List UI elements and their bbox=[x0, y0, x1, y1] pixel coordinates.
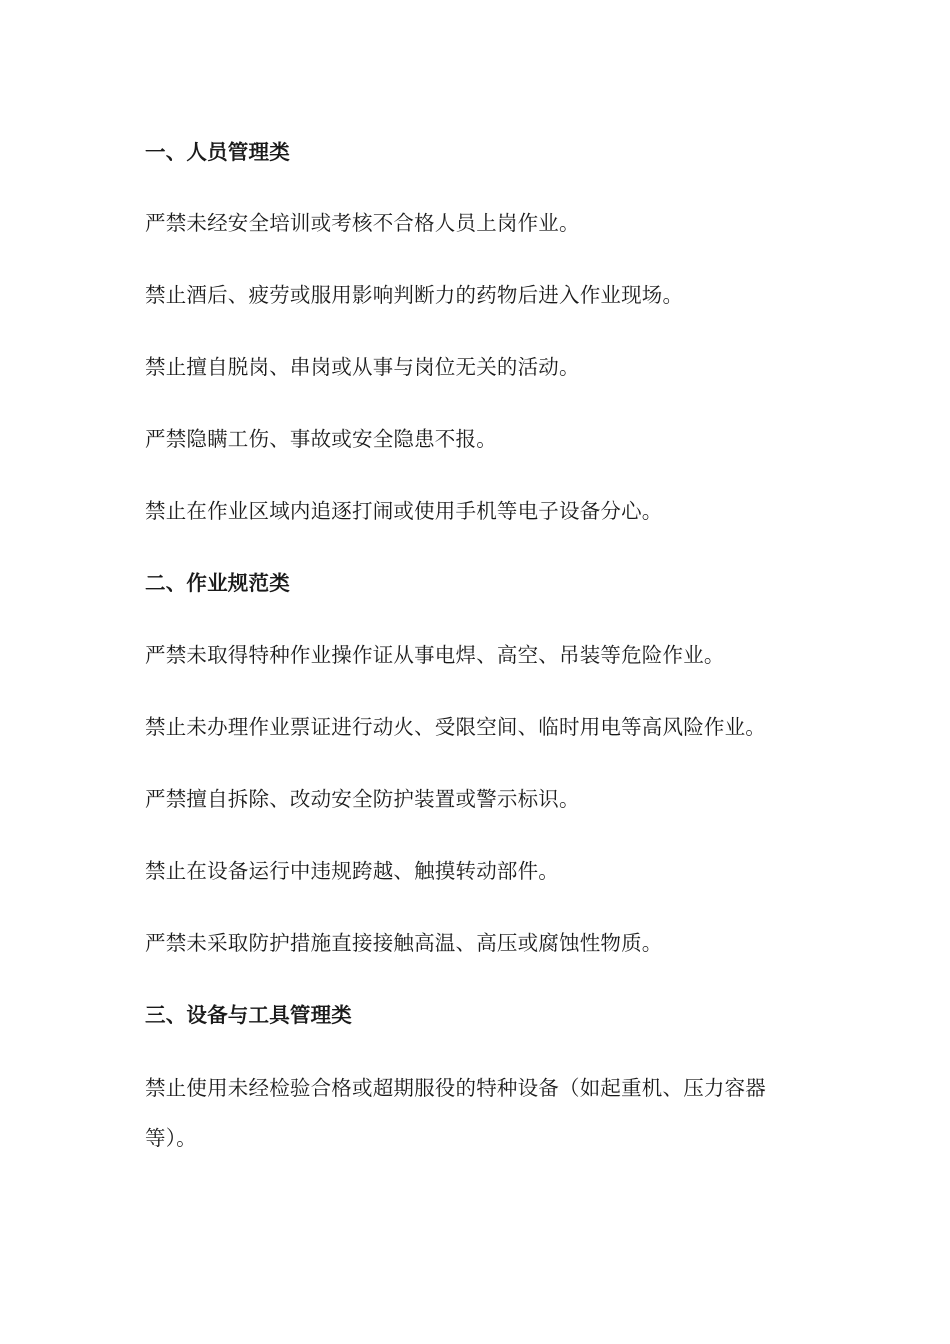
rule-item: 禁止在作业区域内追逐打闹或使用手机等电子设备分心。 bbox=[145, 499, 663, 523]
rule-item: 禁止未办理作业票证进行动火、受限空间、临时用电等高风险作业。 bbox=[145, 715, 766, 739]
rule-item: 严禁隐瞒工伤、事故或安全隐患不报。 bbox=[145, 427, 497, 451]
rule-item: 严禁擅自拆除、改动安全防护装置或警示标识。 bbox=[145, 787, 580, 811]
section-heading-personnel: 一、人员管理类 bbox=[145, 140, 290, 164]
rule-item: 禁止在设备运行中违规跨越、触摸转动部件。 bbox=[145, 859, 559, 883]
rule-item: 严禁未取得特种作业操作证从事电焊、高空、吊装等危险作业。 bbox=[145, 643, 725, 667]
section-heading-equipment: 三、设备与工具管理类 bbox=[145, 1003, 352, 1027]
rule-item: 禁止酒后、疲劳或服用影响判断力的药物后进入作业现场。 bbox=[145, 283, 684, 307]
rule-item: 禁止使用未经检验合格或超期服役的特种设备（如起重机、压力容器等）。 bbox=[145, 1076, 766, 1150]
rule-item: 严禁未采取防护措施直接接触高温、高压或腐蚀性物质。 bbox=[145, 931, 663, 955]
rule-item: 严禁未经安全培训或考核不合格人员上岗作业。 bbox=[145, 211, 580, 235]
rule-item: 禁止擅自脱岗、串岗或从事与岗位无关的活动。 bbox=[145, 355, 580, 379]
section-heading-operations: 二、作业规范类 bbox=[145, 571, 290, 595]
